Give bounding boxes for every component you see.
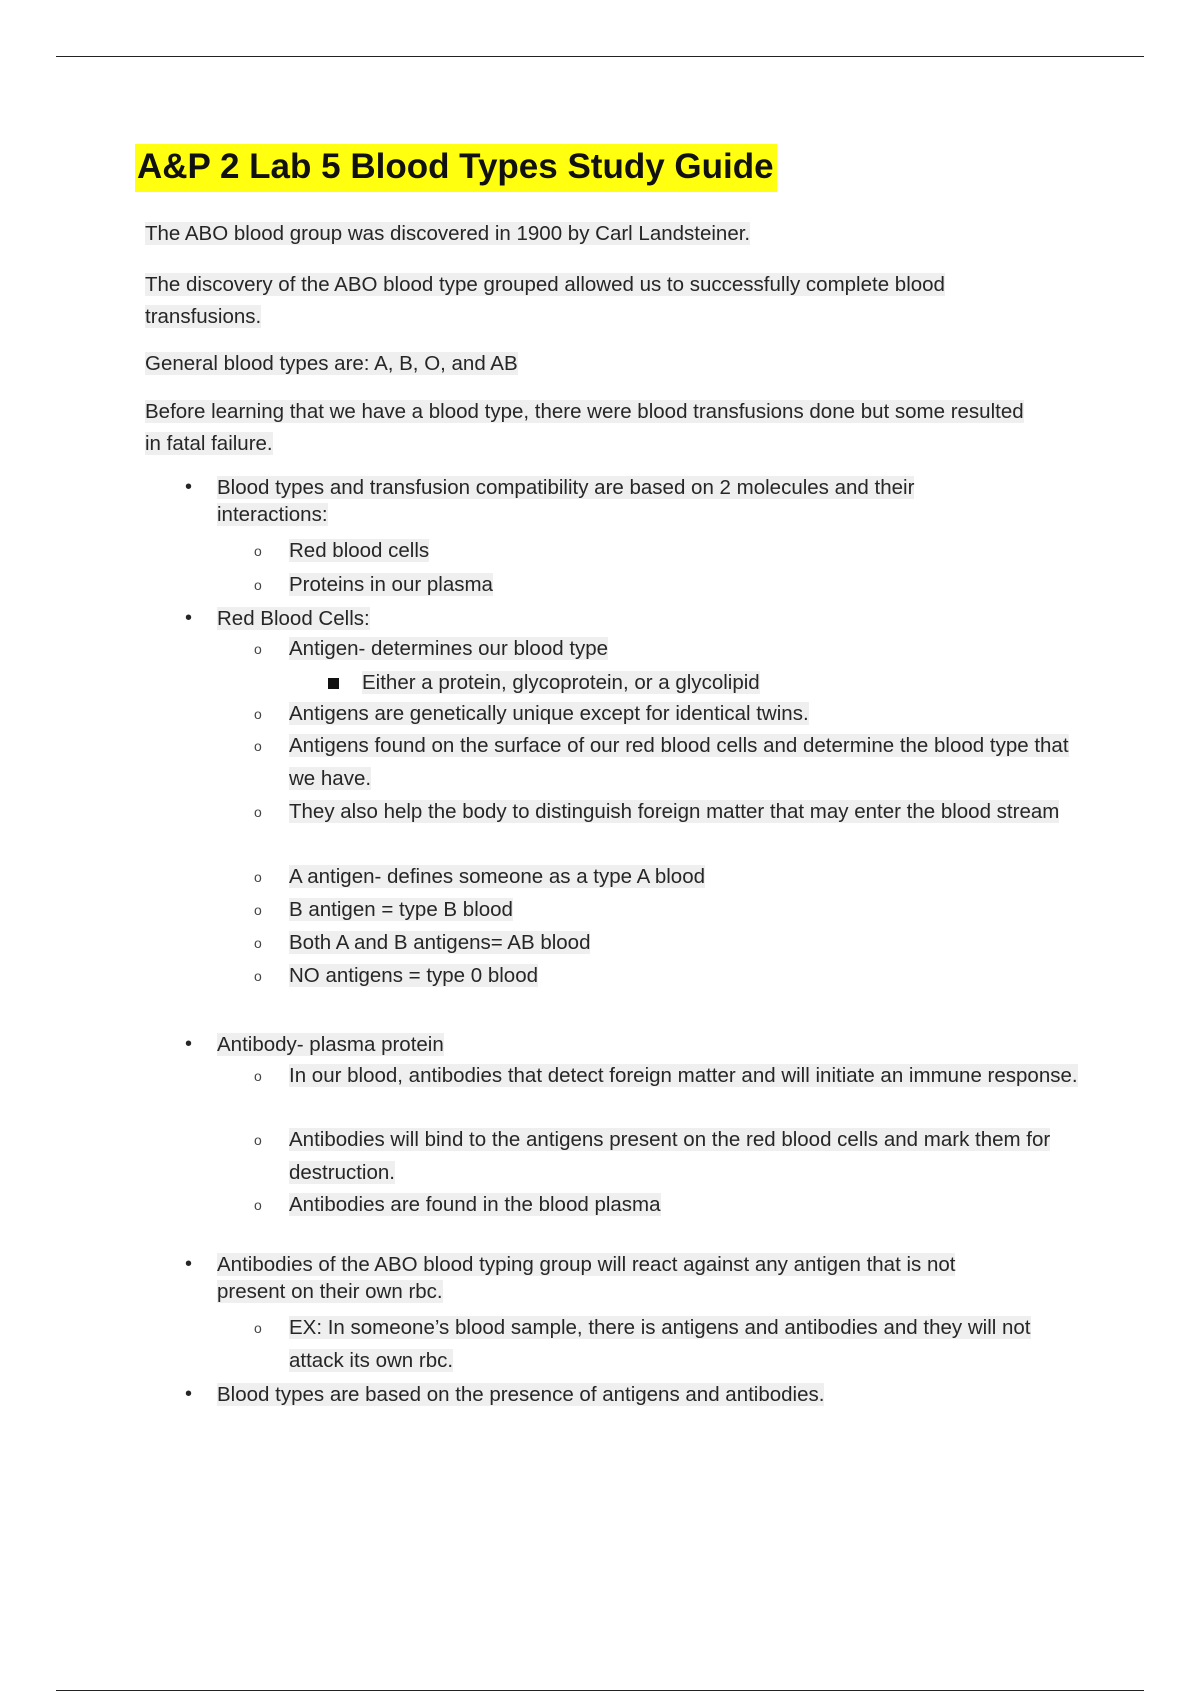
circle-marker: o [254,1068,262,1084]
circle-marker: o [254,1320,262,1336]
list-item [254,1059,1079,1092]
list-item-text: EX: In someone’s blood sample, there is antigens and antibodies and they will not attack its own rbc. [289,1316,1031,1372]
list-item-text: Blood types and transfusion compatibility are based on 2 molecules and their interactions: [217,476,915,526]
list-item [185,1251,997,1305]
circle-marker: o [254,706,262,722]
circle-marker: o [254,543,262,559]
list-item-text: B antigen = type B blood [289,898,513,921]
paragraph [145,348,1045,380]
bullet-marker: • [185,1383,193,1405]
list-item-text: Antigens are genetically unique except for identical twins. [289,702,809,725]
list-item-text: Both A and B antigens= AB blood [289,931,591,954]
paragraph [145,269,1045,333]
list-item [254,534,1079,567]
list-item [185,1381,997,1408]
circle-marker: o [254,1197,262,1213]
paragraph [145,218,1045,250]
circle-marker: o [254,968,262,984]
paragraph-text: Before learning that we have a blood type, there were blood transfusions done but some resulted in fatal failure. [145,400,1024,455]
list-item [254,860,1079,893]
list-item [254,926,1079,959]
list-item [254,568,1079,601]
list-item-text: Either a protein, glycoprotein, or a glycolipid [362,671,760,694]
circle-marker: o [254,641,262,657]
list-item-text: In our blood, antibodies that detect foreign matter and will initiate an immune response. [289,1064,1078,1087]
circle-marker: o [254,869,262,885]
header-rule [56,56,1144,57]
circle-marker: o [254,577,262,593]
list-item [254,697,1079,730]
page-title: A&P 2 Lab 5 Blood Types Study Guide [135,144,777,192]
list-item [254,1188,1079,1221]
circle-marker: o [254,804,262,820]
paragraph [145,396,1045,460]
circle-marker: o [254,902,262,918]
list-item [254,893,1079,926]
list-item [254,632,1079,665]
bullet-marker: • [185,607,193,629]
list-item [185,1031,997,1058]
list-item [185,474,997,528]
list-item-text: Antibody- plasma protein [217,1033,444,1056]
bullet-marker: • [185,1033,193,1055]
footer-rule [56,1690,1144,1691]
list-item-text: Blood types are based on the presence of antigens and antibodies. [217,1383,825,1406]
list-item-text: NO antigens = type 0 blood [289,964,539,987]
list-item [254,795,1079,828]
square-bullet-icon [328,678,339,689]
paragraph-text: General blood types are: A, B, O, and AB [145,352,518,375]
list-item-text: Antibodies of the ABO blood typing group will react against any antigen that is not present on their own rbc. [217,1253,956,1303]
list-item-text: Proteins in our plasma [289,573,493,596]
list-item [362,666,1062,699]
paragraph-text: The discovery of the ABO blood type grouped allowed us to successfully complete blood transfusions. [145,273,945,328]
paragraph-text: The ABO blood group was discovered in 1900 by Carl Landsteiner. [145,222,751,245]
list-item-text: Red Blood Cells: [217,607,370,630]
list-item-text: They also help the body to distinguish foreign matter that may enter the blood stream [289,800,1060,823]
list-item [254,959,1079,992]
list-item-text: Red blood cells [289,539,430,562]
circle-marker: o [254,738,262,754]
bullet-marker: • [185,1253,193,1275]
list-item [254,1123,1079,1189]
list-item [254,1311,1079,1377]
circle-marker: o [254,1132,262,1148]
list-item-text: Antibodies will bind to the antigens present on the red blood cells and mark them for destruction. [289,1128,1051,1184]
list-item-text: Antigens found on the surface of our red blood cells and determine the blood type that we have. [289,734,1069,790]
list-item-text: Antigen- determines our blood type [289,637,609,660]
list-item [254,729,1079,795]
list-item-text: Antibodies are found in the blood plasma [289,1193,661,1216]
circle-marker: o [254,935,262,951]
list-item-text: A antigen- defines someone as a type A blood [289,865,705,888]
list-item [185,605,997,632]
bullet-marker: • [185,476,193,498]
